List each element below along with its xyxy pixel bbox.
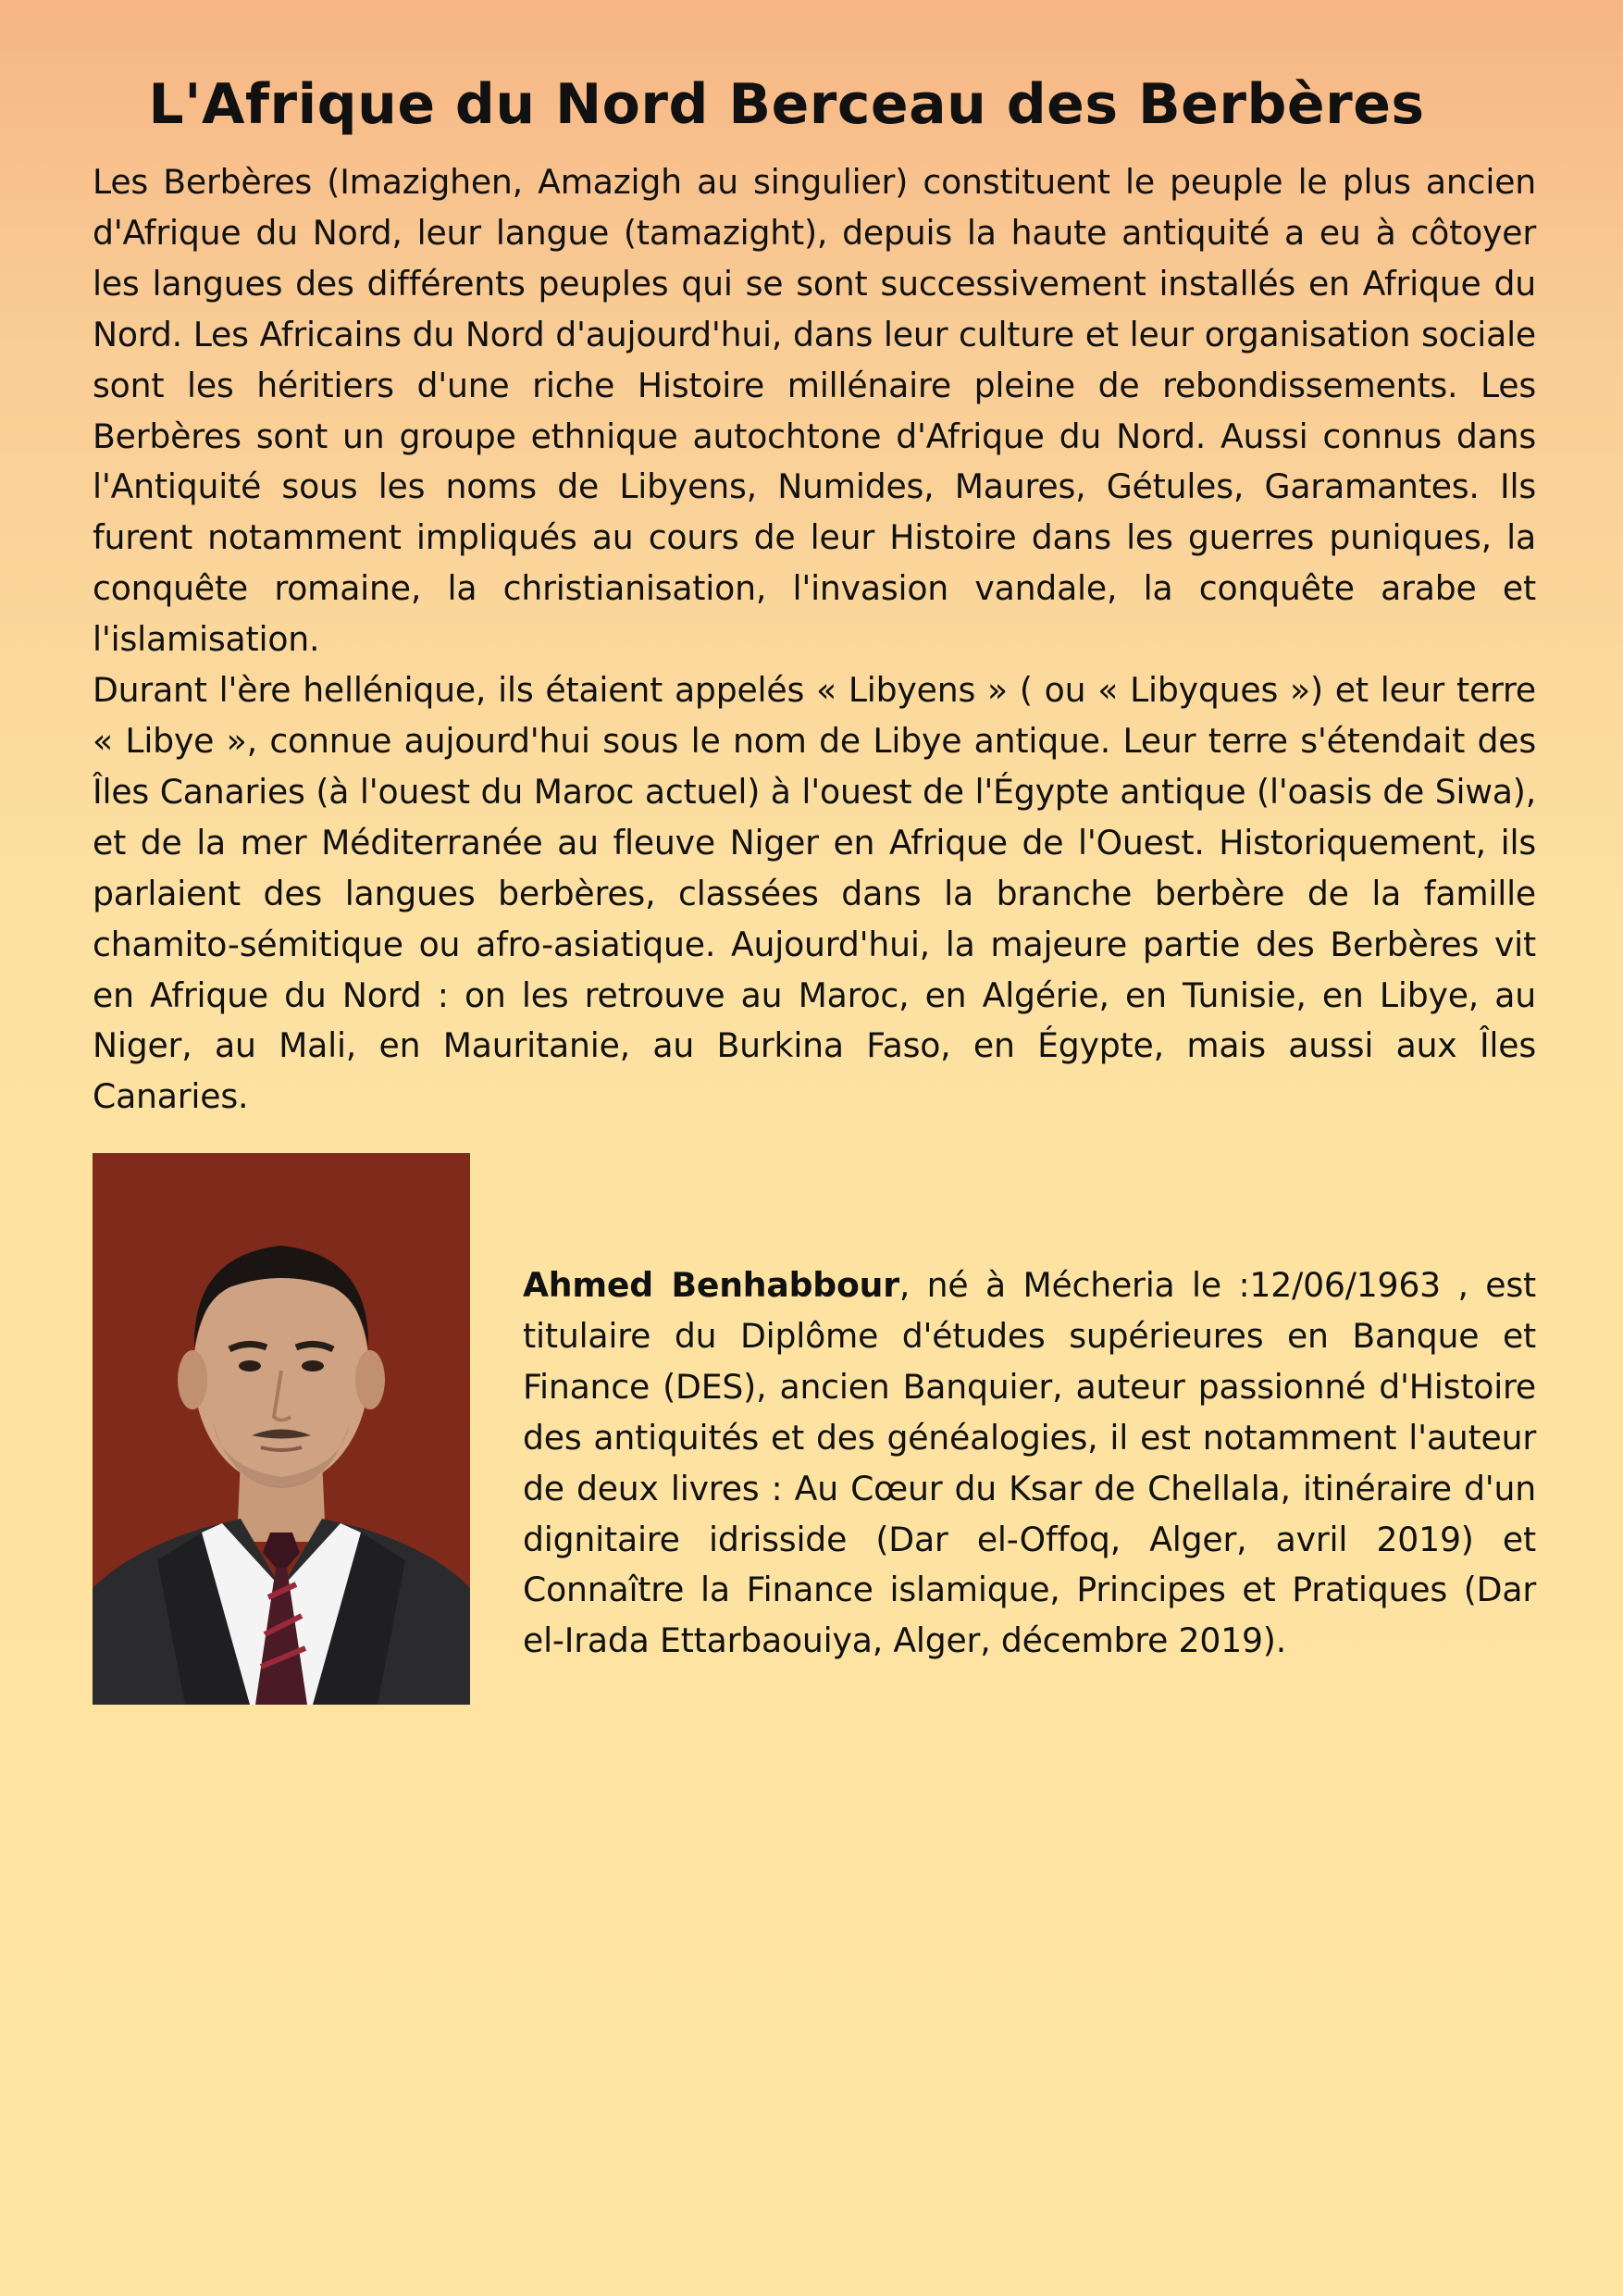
intro-text (93, 157, 1536, 1123)
author-bio-text: , né à Mécheria le :12/06/1963 , est titulaire du Diplôme d'études supérieures en Banque et Finance (DES), ancien Banquier, auteur passionné d'Histoire des antiquités et des généalogies, il est notamment l'auteur de deux livres : Au Cœur du Ksar de Chellala, itinéraire d'un dignitaire idrisside (Dar el-Offoq, Alger, avril 2019) et Connaître la Finance islamique, Principes et Pratiques (Dar el-Irada Ettarbaouiya, Alger, décembre 2019). (523, 1265, 1537, 1661)
author-name: Ahmed Benhabbour (523, 1265, 899, 1305)
author-bio (523, 1260, 1536, 1667)
page-title: L'Afrique du Nord Berceau des Berbères (148, 72, 1425, 137)
intro-paragraph-2: Durant l'ère hellénique, ils étaient appelés « Libyens » ( ou « Libyques ») et leur terre « Libye », connue aujourd'hui sous le nom de Libye antique. Leur terre s'étendait des Îles Canaries (à l'ouest du Maroc actuel) à l'ouest de l'Égypte antique (l'oasis de Siwa), et de la mer Méditerranée au fleuve Niger en Afrique de l'Ouest. Historiquement, ils parlaient des langues berbères, classées dans la branche berbère de la famille chamito-sémitique ou afro-asiatique. Aujourd'hui, la majeure partie des Berbères vit en Afrique du Nord : on les retrouve au Maroc, en Algérie, en Tunisie, en Libye, au Niger, au Mali, en Mauritanie, au Burkina Faso, en Égypte, mais aussi aux Îles Canaries. (93, 670, 1536, 1117)
intro-paragraph-1: Les Berbères (Imazighen, Amazigh au singulier) constituent le peuple le plus ancien d'Afrique du Nord, leur langue (tamazight), depuis la haute antiquité a eu à côtoyer les langues des différents peuples qui se sont successivement installés en Afrique du Nord. Les Africains du Nord d'aujourd'hui, dans leur culture et leur organisation sociale sont les héritiers d'une riche Histoire millénaire pleine de rebondissements. Les Berbères sont un groupe ethnique autochtone d'Afrique du Nord. Aussi connus dans l'Antiquité sous les noms de Libyens, Numides, Maures, Gétules, Garamantes. Ils furent notamment impliqués au cours de leur Histoire dans les guerres puniques, la conquête romaine, la christianisation, l'invasion vandale, la conquête arabe et l'islamisation. (93, 162, 1536, 660)
author-photo (93, 1153, 470, 1705)
